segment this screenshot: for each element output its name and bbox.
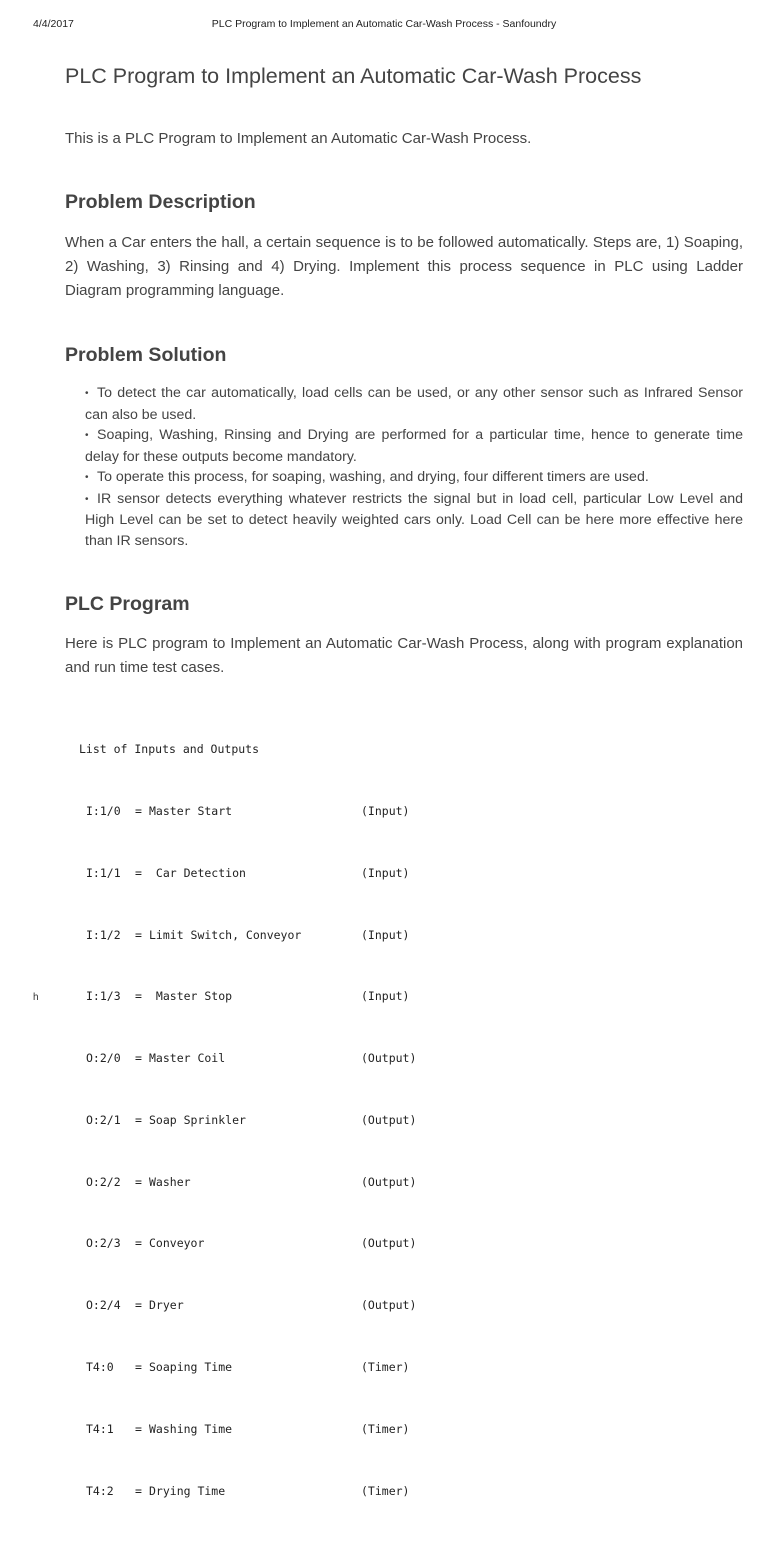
problem-solution-heading: Problem Solution — [65, 344, 227, 366]
problem-description-heading: Problem Description — [65, 191, 256, 213]
io-type: (Timer) — [361, 1360, 410, 1374]
io-address: I:1/0 — [86, 803, 121, 818]
table-row — [79, 863, 743, 884]
list-item — [85, 489, 743, 552]
table-row — [79, 1048, 743, 1069]
io-equals: = — [135, 1051, 142, 1066]
io-type: (Input) — [361, 989, 410, 1004]
io-address: I:1/2 — [86, 927, 121, 942]
io-name: Car Detection — [149, 865, 246, 880]
list-item-text: Soaping, Washing, Rinsing and Drying are performed for a particular time, hence to generate time delay for these outputs become mandatory. — [85, 427, 743, 465]
io-address: O:2/0 — [86, 1051, 121, 1066]
io-address: T4:0 — [86, 1360, 114, 1374]
io-name: Soaping Time — [149, 1360, 233, 1374]
print-page-title: PLC Program to Implement an Automatic Car-Wash Process - Sanfoundry — [211, 18, 557, 30]
table-row — [79, 801, 743, 822]
io-address: O:2/2 — [86, 1174, 121, 1189]
plc-program-intro: Here is PLC program to Implement an Automatic Car-Wash Process, along with program explanation and run time test cases. — [65, 635, 743, 676]
list-item-text: To detect the car automatically, load cells can be used, or any other sensor such as Infrared Sensor can also be used. — [85, 385, 743, 423]
table-row — [79, 1110, 743, 1131]
io-address: T4:1 — [86, 1421, 114, 1436]
table-row — [79, 1419, 743, 1440]
problem-solution-list — [65, 383, 743, 551]
io-equals: = — [135, 1483, 142, 1498]
io-equals: = — [135, 1112, 142, 1127]
table-row — [79, 1357, 743, 1378]
io-name: Washer — [149, 1174, 191, 1189]
table-row — [79, 1481, 743, 1502]
io-address: T4:2 — [86, 1483, 114, 1498]
io-equals: = — [135, 927, 142, 942]
article-title: PLC Program to Implement an Automatic Car-Wash Process — [65, 64, 642, 88]
io-name: Soap Sprinkler — [149, 1112, 246, 1127]
print-footer-mark: h — [33, 992, 39, 1003]
io-equals: = — [135, 803, 142, 818]
io-address: O:2/3 — [86, 1236, 121, 1251]
print-header — [0, 18, 768, 34]
io-equals: = — [135, 1236, 142, 1251]
list-item — [85, 467, 743, 489]
article-intro: This is a PLC Program to Implement an Automatic Car-Wash Process. — [65, 130, 532, 147]
table-row — [79, 1233, 743, 1254]
table-row — [79, 1295, 743, 1316]
io-equals: = — [135, 1174, 142, 1189]
io-name: Washing Time — [149, 1421, 233, 1436]
bullet-icon: • — [85, 430, 89, 441]
io-equals: = — [135, 865, 142, 880]
io-type: (Timer) — [361, 1483, 410, 1498]
list-item-text: To operate this process, for soaping, washing, and drying, four different timers are used. — [97, 469, 649, 485]
table-row — [79, 1172, 743, 1193]
io-list-caption: List of Inputs and Outputs — [79, 742, 260, 757]
io-name: Dryer — [149, 1298, 184, 1313]
io-type: (Output) — [361, 1236, 417, 1251]
io-equals: = — [135, 1298, 142, 1313]
bullet-icon: • — [85, 472, 89, 483]
io-address: I:1/1 — [86, 865, 121, 880]
io-type: (Output) — [361, 1298, 417, 1313]
io-type: (Output) — [361, 1051, 417, 1066]
problem-description-text: When a Car enters the hall, a certain sequence is to be followed automatically. Steps are, 1) Soaping, 2) Washing, 3) Rinsing and 4) Drying. Implement this process sequence in PLC using Ladder Diagram programming language. — [65, 234, 743, 299]
io-list-code-block — [79, 698, 743, 1542]
io-type: (Input) — [361, 927, 410, 942]
io-name: Master Coil — [149, 1051, 226, 1066]
io-type: (Output) — [361, 1112, 417, 1127]
io-type: (Output) — [361, 1174, 417, 1189]
io-name: Master Stop — [149, 989, 233, 1004]
io-type: (Input) — [361, 865, 410, 880]
list-item-text: IR sensor detects everything whatever restricts the signal but in load cell, particular Low Level and High Level can be set to detect heavily weighted cars only. Load Cell can be here more effective here than IR sensors. — [85, 490, 743, 549]
article — [65, 62, 743, 1542]
io-equals: = — [135, 1421, 142, 1436]
io-address: I:1/3 — [86, 989, 121, 1004]
io-equals: = — [135, 989, 142, 1004]
table-row — [79, 925, 743, 946]
list-item — [85, 425, 743, 467]
list-item — [85, 383, 743, 425]
io-name: Master Start — [149, 803, 233, 818]
io-equals: = — [135, 1360, 142, 1374]
io-type: (Timer) — [361, 1421, 410, 1436]
plc-program-heading: PLC Program — [65, 593, 190, 615]
io-name: Drying Time — [149, 1483, 226, 1498]
table-row — [79, 986, 743, 1007]
io-address: O:2/4 — [86, 1298, 121, 1313]
io-name: Limit Switch, Conveyor — [149, 927, 302, 942]
io-type: (Input) — [361, 803, 410, 818]
print-date: 4/4/2017 — [33, 18, 74, 30]
bullet-icon: • — [85, 493, 89, 505]
io-name: Conveyor — [149, 1236, 205, 1251]
bullet-icon: • — [85, 388, 89, 399]
io-address: O:2/1 — [86, 1112, 121, 1127]
